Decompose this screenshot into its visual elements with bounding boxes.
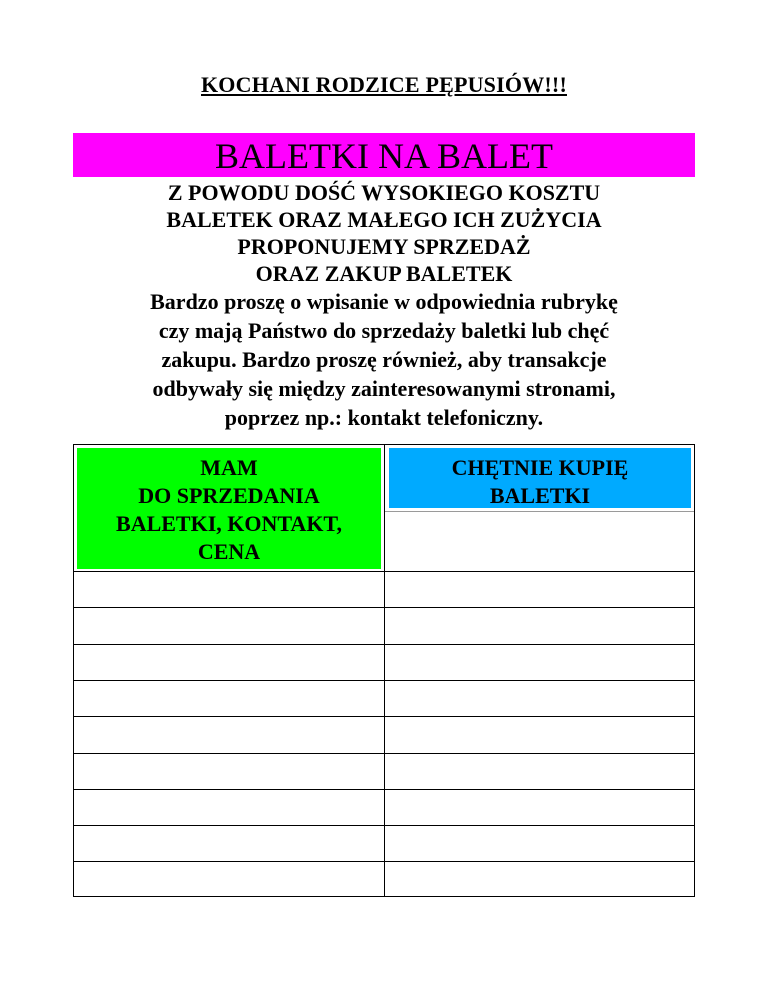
banner-title: BALETKI NA BALET <box>73 133 695 177</box>
buy-header-divider <box>385 511 694 512</box>
subtitle-line: PROPONUJEMY SPRZEDAŻ <box>237 234 531 259</box>
instruction-line: odbywały się między zainteresowanymi stronami, <box>152 376 616 401</box>
table-row-divider <box>74 716 694 717</box>
instruction-line: czy mają Państwo do sprzedaży baletki lub chęć <box>158 318 610 343</box>
buy-header-line: BALETKI <box>489 483 591 508</box>
instruction-line: zakupu. Bardzo proszę również, aby transakcje <box>161 347 607 372</box>
sell-column-header <box>77 448 381 569</box>
table-row-divider <box>74 571 694 572</box>
subtitle-line: BALETEK ORAZ MAŁEGO ICH ZUŻYCIA <box>166 207 602 232</box>
table-row-divider <box>74 644 694 645</box>
table-row-divider <box>74 680 694 681</box>
table-row-divider <box>74 789 694 790</box>
sell-header-line: CENA <box>197 539 261 564</box>
buy-header-line: CHĘTNIE KUPIĘ <box>451 455 629 480</box>
instruction-line: poprzez np.: kontakt telefoniczny. <box>224 405 544 430</box>
table-row-divider <box>74 825 694 826</box>
greeting-heading: KOCHANI RODZICE PĘPUSIÓW!!! <box>201 72 567 97</box>
column-divider <box>384 445 385 896</box>
sell-header-line: BALETKI, KONTAKT, <box>116 511 342 536</box>
sell-header-line: MAM <box>200 455 258 480</box>
buy-column-header <box>389 448 691 508</box>
table-row-divider <box>74 753 694 754</box>
sale-purchase-table <box>73 444 695 897</box>
sell-header-line: DO SPRZEDANIA <box>138 483 320 508</box>
subtitle-block <box>0 179 768 287</box>
table-row-divider <box>74 607 694 608</box>
instructions-block <box>0 287 768 432</box>
table-row-divider <box>74 861 694 862</box>
subtitle-line: ORAZ ZAKUP BALETEK <box>255 261 513 286</box>
instruction-line: Bardzo proszę o wpisanie w odpowiednia rubrykę <box>150 289 618 314</box>
subtitle-line: Z POWODU DOŚĆ WYSOKIEGO KOSZTU <box>167 180 601 205</box>
